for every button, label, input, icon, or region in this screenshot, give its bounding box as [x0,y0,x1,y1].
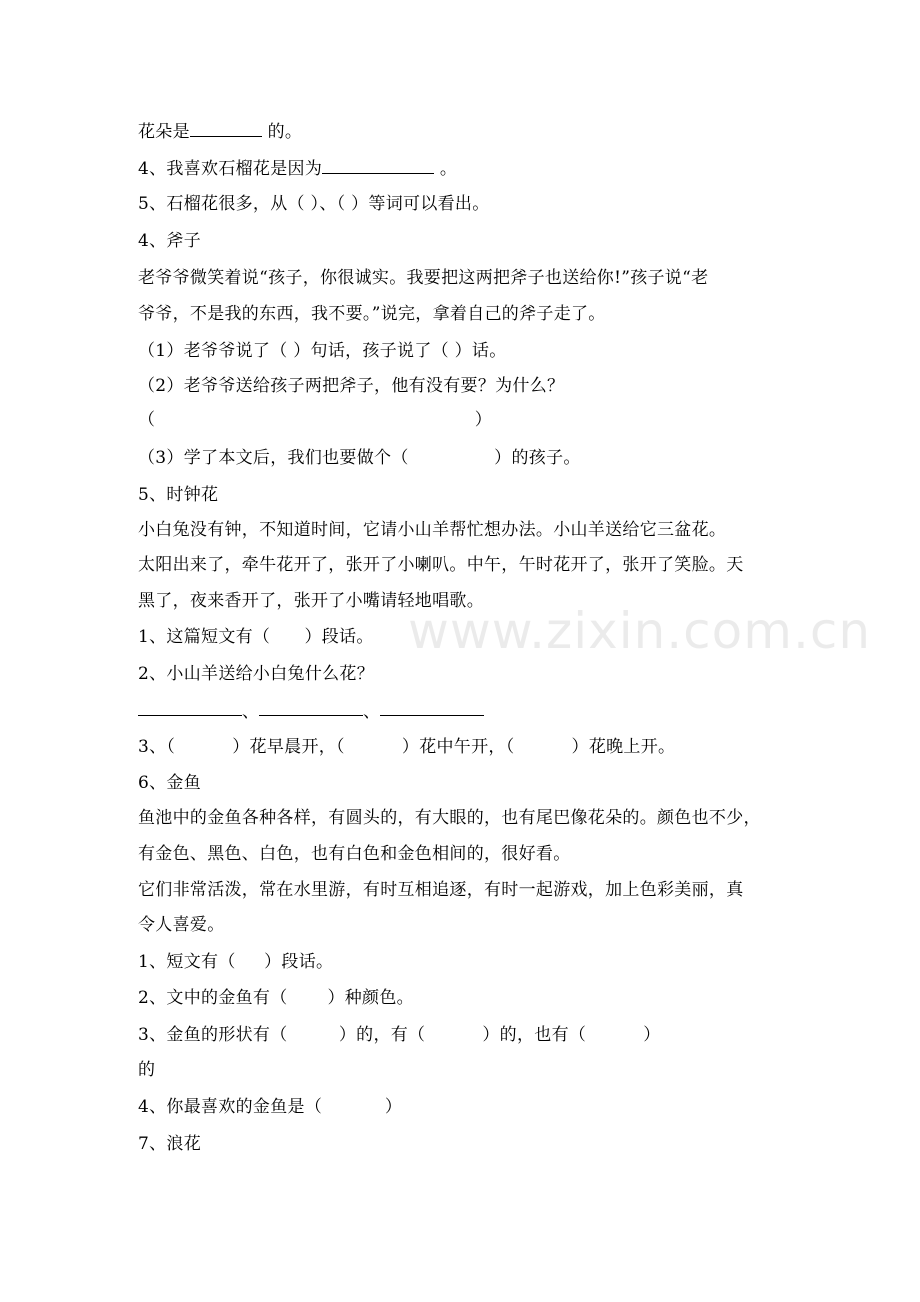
axe-question-2: （2）老爷爷送给孩子两把斧子，他有没有要？为什么？ [138,376,565,396]
answer-blank[interactable] [380,715,484,716]
passage-goldfish-line-2: 有金色、黑色、白色，也有白色和金色相间的，很好看。 [138,844,571,864]
question-4-pomegranate [138,155,457,181]
goldfish-question-4: 4、你最喜欢的金鱼是（ ） [138,1097,403,1117]
passage-goldfish-line-1: 鱼池中的金鱼各种各样，有圆头的，有大眼的，也有尾巴像花朵的。颜色也不少， [138,808,761,828]
text-fragment: 4、我喜欢石榴花是因为 [138,159,323,179]
line-flower-is [138,118,302,144]
answer-blank[interactable] [322,155,434,174]
clock-question-1: 1、这篇短文有（ ）段话。 [138,627,374,647]
separator: 、 [363,702,380,722]
axe-question-1: （1）老爷爷说了（ ）句话，孩子说了（ ）话。 [138,341,507,361]
passage-goldfish-line-3: 它们非常活泼，常在水里游，有时互相追逐，有时一起游戏，加上色彩美丽，真 [138,880,744,900]
separator: 、 [242,702,259,722]
goldfish-question-3-cont: 的 [138,1060,156,1080]
goldfish-question-3: 3、金鱼的形状有（ ）的，有（ ）的，也有（ ） [138,1025,661,1045]
goldfish-question-1: 1、短文有（ ）段话。 [138,952,334,972]
clock-question-2: 2、小山羊送给小白兔什么花？ [138,664,375,684]
section-title-waves: 7、浪花 [138,1134,202,1154]
question-5-pomegranate: 5、石榴花很多，从（ ）、（ ）等词可以看出。 [138,194,490,214]
text-fragment: 。 [434,159,458,179]
text-fragment: 的。 [261,122,303,142]
passage-goldfish-line-4: 令人喜爱。 [138,915,225,935]
passage-clock-line-3: 黑了，夜来香开了，张开了小嘴请轻地唱歌。 [138,591,484,611]
answer-blank[interactable] [138,715,242,716]
clock-question-3: 3、（ ）花早晨开，（ ）花中午开，（ ）花晚上开。 [138,737,676,757]
passage-clock-line-1: 小白兔没有钟，不知道时间，它请小山羊帮忙想办法。小山羊送给它三盆花。 [138,520,727,540]
section-title-goldfish: 6、金鱼 [138,773,202,793]
section-title-clock-flower: 5、时钟花 [138,485,219,505]
passage-axe-line-1: 老爷爷微笑着说“孩子，你很诚实。我要把这两把斧子也送给你!”孩子说“老 [138,268,709,288]
axe-answer-brackets: （ ） [138,410,493,430]
passage-clock-line-2: 太阳出来了，牵牛花开了，张开了小喇叭。中午，午时花开了，张开了笑脸。天 [138,555,744,575]
answer-blank[interactable] [190,118,262,137]
axe-question-3: （3）学了本文后，我们也要做个（ ）的孩子。 [138,448,581,468]
text-fragment: 花朵是 [138,122,190,142]
goldfish-question-2: 2、文中的金鱼有（ ）种颜色。 [138,988,414,1008]
watermark: www.zixin.com.cn [408,602,872,660]
passage-axe-line-2: 爷爷，不是我的东西，我不要。”说完，拿着自己的斧子走了。 [138,304,606,324]
answer-blank[interactable] [259,715,363,716]
section-title-axe: 4、斧子 [138,231,202,251]
